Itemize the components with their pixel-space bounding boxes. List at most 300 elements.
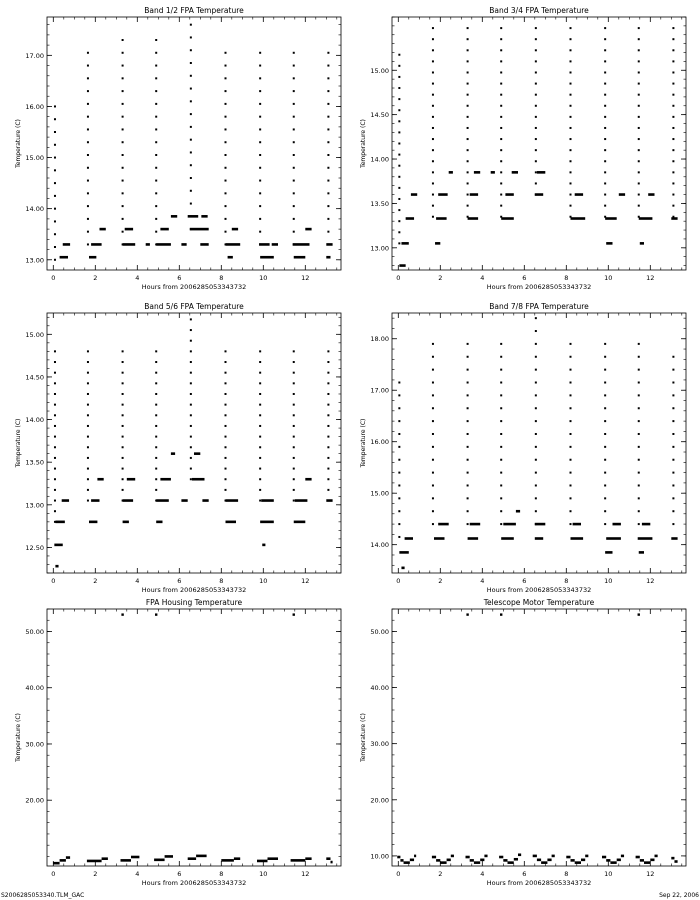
- data-point: [432, 407, 434, 409]
- data-point: [604, 127, 606, 129]
- data-point: [432, 38, 434, 40]
- data-point: [87, 167, 89, 169]
- data-point: [638, 484, 640, 486]
- data-point: [293, 350, 295, 352]
- data-point: [87, 425, 89, 427]
- data-point: [672, 382, 674, 384]
- x-tick-label: 0: [51, 577, 56, 585]
- data-point: [293, 154, 295, 156]
- data-point: [293, 414, 295, 416]
- data-point: [190, 329, 192, 331]
- data-point: [535, 484, 537, 486]
- data-point: [638, 510, 640, 512]
- data-point: [259, 192, 261, 194]
- data-point: [155, 141, 157, 143]
- data-segment: [468, 537, 479, 540]
- data-point: [259, 218, 261, 220]
- data-segment: [397, 856, 400, 859]
- data-point: [155, 350, 157, 352]
- x-tick-label: 0: [51, 274, 56, 282]
- data-point: [122, 457, 124, 459]
- data-point: [570, 49, 572, 51]
- data-point: [259, 372, 261, 374]
- data-point: [604, 433, 606, 435]
- data-point: [638, 71, 640, 73]
- data-point: [225, 103, 227, 105]
- data-point: [87, 205, 89, 207]
- data-point: [327, 141, 329, 143]
- data-point: [190, 478, 192, 480]
- data-point: [327, 489, 329, 491]
- data-point: [327, 180, 329, 182]
- data-point: [293, 382, 295, 384]
- data-point: [293, 141, 295, 143]
- data-segment: [501, 537, 514, 540]
- data-point: [672, 497, 674, 499]
- data-point: [570, 138, 572, 140]
- data-segment: [541, 861, 547, 864]
- data-point: [87, 414, 89, 416]
- data-point: [467, 160, 469, 162]
- data-point: [500, 523, 502, 525]
- data-point: [398, 176, 400, 178]
- data-point: [54, 182, 56, 184]
- data-segment: [639, 217, 653, 220]
- data-segment: [621, 855, 624, 858]
- data-segment: [55, 565, 58, 568]
- data-point: [293, 192, 295, 194]
- data-point: [259, 205, 261, 207]
- data-segment: [606, 537, 621, 540]
- data-segment: [305, 228, 311, 231]
- data-point: [259, 478, 261, 480]
- data-point: [293, 218, 295, 220]
- data-point: [432, 83, 434, 85]
- data-point: [293, 231, 295, 233]
- data-point: [638, 105, 640, 107]
- data-point: [570, 394, 572, 396]
- data-point: [190, 126, 192, 128]
- data-segment: [605, 551, 612, 554]
- data-point: [570, 343, 572, 345]
- data-point: [672, 356, 674, 358]
- y-tick-label: 12.50: [25, 543, 44, 552]
- y-axis-label: Temperature (C): [360, 418, 367, 468]
- data-segment: [401, 242, 408, 245]
- data-segment: [537, 171, 545, 174]
- data-point: [259, 180, 261, 182]
- data-point: [293, 90, 295, 92]
- data-segment: [411, 193, 417, 196]
- data-point: [467, 116, 469, 118]
- data-point: [54, 489, 56, 491]
- data-segment: [268, 857, 279, 860]
- data-segment: [259, 243, 270, 246]
- data-point: [500, 171, 502, 173]
- data-point: [190, 113, 192, 115]
- data-point: [467, 38, 469, 40]
- data-point: [467, 343, 469, 345]
- data-point: [87, 77, 89, 79]
- data-point: [190, 382, 192, 384]
- data-point: [570, 356, 572, 358]
- data-segment: [644, 861, 650, 864]
- y-tick-label: 14.50: [25, 373, 44, 382]
- data-point: [500, 116, 502, 118]
- data-point: [155, 468, 157, 470]
- data-point: [122, 180, 124, 182]
- data-segment: [617, 859, 621, 862]
- data-segment: [326, 857, 330, 860]
- data-point: [87, 489, 89, 491]
- data-point: [500, 356, 502, 358]
- data-point: [54, 350, 56, 352]
- data-point: [432, 420, 434, 422]
- data-segment: [188, 857, 196, 860]
- chart-title: Band 5/6 FPA Temperature: [144, 302, 244, 311]
- y-tick-label: 15.00: [25, 154, 44, 163]
- data-point: [398, 87, 400, 89]
- x-tick-label: 2: [93, 274, 98, 282]
- data-point: [535, 127, 537, 129]
- data-segment: [512, 171, 518, 174]
- data-segment: [414, 855, 416, 858]
- y-tick-label: 16.00: [370, 438, 389, 447]
- data-point: [500, 27, 502, 29]
- data-point: [87, 141, 89, 143]
- data-point: [672, 116, 674, 118]
- x-axis-label: Hours from 2006285053343732: [141, 586, 247, 594]
- data-point: [535, 160, 537, 162]
- data-segment: [410, 859, 414, 862]
- data-point: [190, 457, 192, 459]
- data-point: [500, 420, 502, 422]
- data-point: [122, 65, 124, 67]
- data-point: [535, 105, 537, 107]
- data-segment: [451, 855, 454, 858]
- y-tick-label: 15.00: [25, 330, 44, 339]
- data-segment: [181, 499, 187, 502]
- data-point: [638, 446, 640, 448]
- y-tick-label: 15.00: [370, 66, 389, 75]
- data-point: [190, 151, 192, 153]
- data-point: [87, 468, 89, 470]
- data-point: [327, 205, 329, 207]
- data-point: [327, 154, 329, 156]
- data-point: [398, 131, 400, 133]
- data-point: [122, 478, 124, 480]
- data-point: [54, 246, 56, 248]
- data-point: [638, 116, 640, 118]
- data-segment: [228, 256, 233, 259]
- data-point: [87, 103, 89, 105]
- data-point: [535, 27, 537, 29]
- data-segment: [585, 855, 588, 858]
- data-point: [432, 472, 434, 474]
- data-segment: [123, 243, 136, 246]
- data-point: [87, 393, 89, 395]
- data-point: [190, 393, 192, 395]
- data-point: [535, 407, 537, 409]
- data-point: [535, 149, 537, 151]
- data-segment: [640, 859, 644, 862]
- data-point: [122, 489, 124, 491]
- data-point: [467, 138, 469, 140]
- data-point: [190, 425, 192, 427]
- data-point: [225, 192, 227, 194]
- data-point: [398, 242, 400, 244]
- data-point: [122, 192, 124, 194]
- data-point: [225, 154, 227, 156]
- data-point: [225, 436, 227, 438]
- data-point: [54, 131, 56, 133]
- data-point: [398, 65, 400, 67]
- data-segment: [400, 859, 403, 862]
- data-point: [638, 27, 640, 29]
- data-point: [259, 52, 261, 54]
- data-segment: [91, 243, 102, 246]
- data-point: [672, 160, 674, 162]
- data-point: [604, 382, 606, 384]
- x-axis-label: Hours from 2006285053343732: [141, 879, 247, 887]
- data-point: [500, 127, 502, 129]
- data-point: [638, 420, 640, 422]
- data-point: [259, 414, 261, 416]
- data-point: [259, 446, 261, 448]
- data-point: [467, 127, 469, 129]
- data-point: [87, 180, 89, 182]
- data-point: [535, 394, 537, 396]
- data-point: [122, 39, 124, 41]
- data-point: [398, 165, 400, 167]
- data-point: [467, 182, 469, 184]
- data-point: [467, 484, 469, 486]
- data-point: [54, 208, 56, 210]
- data-point: [54, 118, 56, 120]
- data-segment: [53, 862, 59, 865]
- footer-left-text: S2006285053340.TLM_GAC: [1, 892, 85, 899]
- y-axis-label: Temperature (C): [15, 119, 22, 168]
- data-point: [225, 372, 227, 374]
- data-segment: [326, 243, 332, 246]
- data-segment: [291, 859, 306, 862]
- data-segment: [399, 264, 405, 267]
- data-point: [122, 404, 124, 406]
- data-segment: [226, 243, 241, 246]
- data-point: [604, 71, 606, 73]
- data-point: [293, 361, 295, 363]
- x-tick-label: 4: [480, 274, 485, 282]
- data-point: [672, 49, 674, 51]
- x-tick-label: 6: [177, 577, 182, 585]
- data-point: [672, 484, 674, 486]
- data-point: [122, 52, 124, 54]
- data-segment: [257, 860, 268, 863]
- x-axis-label: Hours from 2006285053343732: [486, 283, 592, 291]
- y-tick-label: 40.00: [25, 684, 44, 693]
- data-point: [570, 127, 572, 129]
- data-point: [570, 407, 572, 409]
- y-tick-label: 14.50: [370, 111, 389, 120]
- data-segment: [171, 215, 177, 218]
- data-point: [155, 218, 157, 220]
- data-point: [259, 116, 261, 118]
- data-point: [122, 361, 124, 363]
- data-point: [122, 468, 124, 470]
- data-segment: [501, 217, 514, 220]
- data-point: [54, 195, 56, 197]
- data-segment: [156, 521, 162, 524]
- data-point: [638, 194, 640, 196]
- data-segment: [470, 523, 481, 526]
- data-point: [604, 116, 606, 118]
- data-point: [432, 138, 434, 140]
- data-point: [638, 407, 640, 409]
- data-point: [638, 127, 640, 129]
- data-point: [535, 459, 537, 461]
- data-point: [432, 446, 434, 448]
- data-point: [293, 180, 295, 182]
- data-point: [190, 164, 192, 166]
- data-point: [327, 404, 329, 406]
- data-point: [638, 382, 640, 384]
- data-point: [190, 446, 192, 448]
- data-point: [293, 404, 295, 406]
- data-point: [398, 510, 400, 512]
- x-tick-label: 10: [259, 577, 268, 585]
- data-point: [604, 205, 606, 207]
- data-point: [398, 484, 400, 486]
- data-point: [398, 120, 400, 122]
- data-point: [327, 65, 329, 67]
- data-point: [638, 343, 640, 345]
- data-segment: [470, 859, 474, 862]
- x-tick-label: 8: [219, 577, 224, 585]
- data-segment: [674, 860, 677, 863]
- data-segment: [406, 217, 414, 220]
- data-point: [638, 138, 640, 140]
- x-tick-label: 6: [177, 274, 182, 282]
- data-point: [604, 83, 606, 85]
- data-segment: [89, 256, 96, 259]
- y-tick-label: 13.50: [370, 199, 389, 208]
- data-point: [327, 77, 329, 79]
- data-segment: [89, 521, 97, 524]
- data-point: [432, 484, 434, 486]
- data-point: [327, 414, 329, 416]
- data-segment: [181, 243, 186, 246]
- data-point: [155, 457, 157, 459]
- data-segment: [196, 855, 207, 858]
- x-tick-label: 4: [480, 577, 485, 585]
- y-tick-label: 13.00: [25, 501, 44, 510]
- data-point: [467, 446, 469, 448]
- data-point: [500, 83, 502, 85]
- data-point: [155, 613, 157, 615]
- data-point: [293, 457, 295, 459]
- data-segment: [295, 499, 308, 502]
- data-point: [54, 457, 56, 459]
- data-point: [398, 497, 400, 499]
- data-point: [225, 468, 227, 470]
- y-tick-label: 13.50: [25, 458, 44, 467]
- data-point: [54, 468, 56, 470]
- data-point: [190, 404, 192, 406]
- data-point: [327, 116, 329, 118]
- data-point: [190, 361, 192, 363]
- data-segment: [619, 193, 625, 196]
- data-point: [398, 433, 400, 435]
- data-point: [467, 83, 469, 85]
- data-point: [500, 182, 502, 184]
- data-point: [155, 446, 157, 448]
- data-point: [638, 369, 640, 371]
- data-point: [190, 436, 192, 438]
- data-segment: [671, 537, 677, 540]
- x-tick-label: 2: [438, 577, 443, 585]
- data-point: [87, 231, 89, 233]
- data-point: [122, 128, 124, 130]
- data-point: [672, 369, 674, 371]
- data-point: [535, 116, 537, 118]
- data-point: [432, 71, 434, 73]
- data-segment: [484, 855, 487, 858]
- data-point: [54, 393, 56, 395]
- data-point: [672, 171, 674, 173]
- data-point: [190, 75, 192, 77]
- data-point: [570, 182, 572, 184]
- data-point: [535, 94, 537, 96]
- data-point: [225, 393, 227, 395]
- data-segment: [100, 228, 106, 231]
- data-point: [225, 141, 227, 143]
- data-point: [225, 218, 227, 220]
- data-point: [500, 71, 502, 73]
- data-point: [500, 484, 502, 486]
- data-point: [155, 361, 157, 363]
- data-segment: [294, 521, 306, 524]
- data-point: [570, 60, 572, 62]
- data-point: [87, 192, 89, 194]
- data-point: [54, 157, 56, 159]
- data-point: [259, 90, 261, 92]
- data-point: [54, 382, 56, 384]
- data-point: [259, 167, 261, 169]
- data-point: [467, 472, 469, 474]
- x-tick-label: 12: [301, 870, 310, 878]
- data-point: [54, 446, 56, 448]
- data-point: [190, 49, 192, 51]
- data-point: [190, 414, 192, 416]
- data-point: [190, 62, 192, 64]
- data-point: [432, 27, 434, 29]
- data-point: [155, 393, 157, 395]
- data-point: [54, 425, 56, 427]
- data-point: [122, 382, 124, 384]
- data-point: [327, 52, 329, 54]
- data-point: [327, 382, 329, 384]
- data-point: [327, 192, 329, 194]
- data-point: [155, 65, 157, 67]
- data-point: [432, 194, 434, 196]
- data-segment: [260, 256, 274, 259]
- data-point: [570, 472, 572, 474]
- data-point: [432, 510, 434, 512]
- data-segment: [305, 857, 311, 860]
- data-segment: [470, 193, 478, 196]
- data-point: [155, 404, 157, 406]
- data-segment: [293, 243, 310, 246]
